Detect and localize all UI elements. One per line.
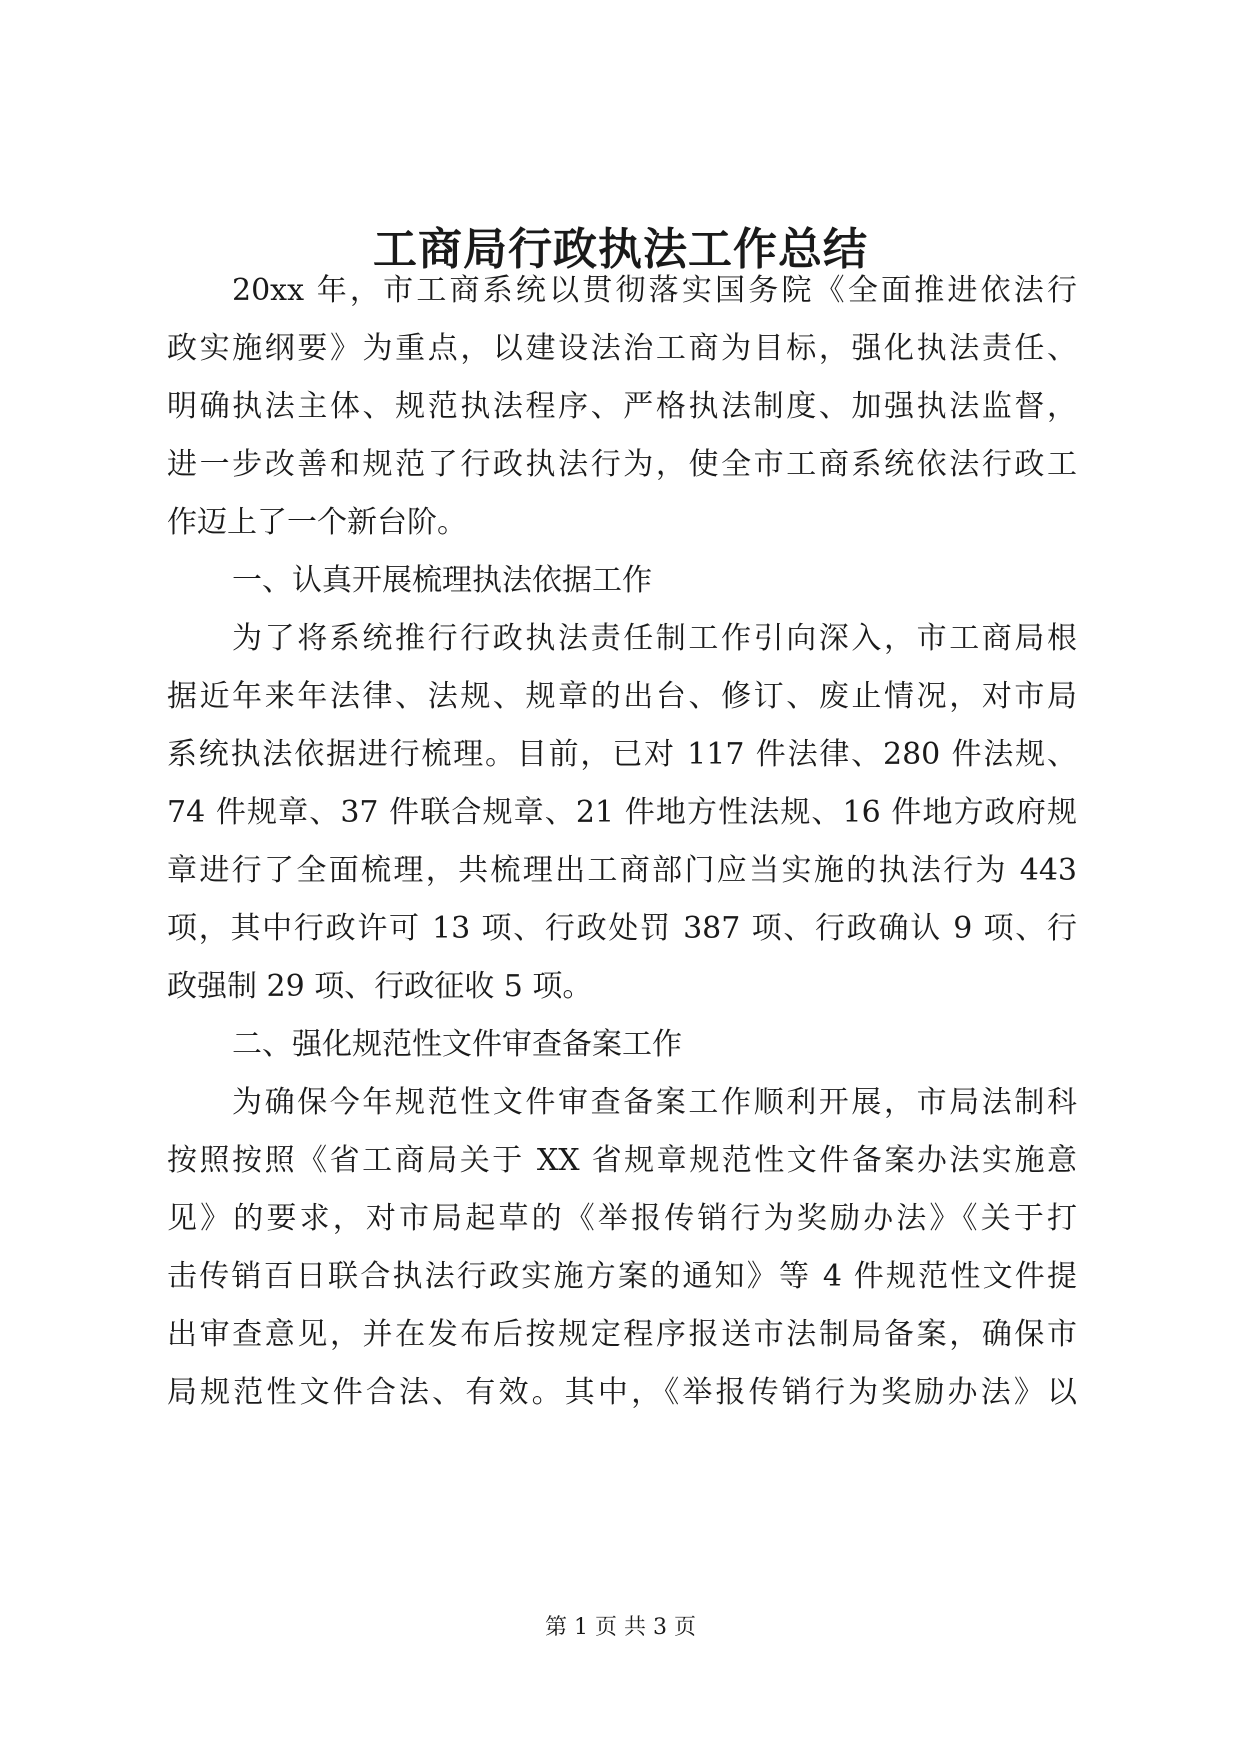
paragraph-line: 项，其中行政许可 13 项、行政处罚 387 项、行政确认 9 项、行 (167, 911, 1077, 946)
paragraph-line: 74 件规章、37 件联合规章、21 件地方性法规、16 件地方政府规 (167, 795, 1077, 830)
paragraph-line: 见》的要求，对市局起草的《举报传销行为奖励办法》《关于打 (167, 1201, 1077, 1236)
paragraph-line: 系统执法依据进行梳理。目前，已对 117 件法律、280 件法规、 (167, 737, 1077, 772)
paragraph-line: 进一步改善和规范了行政执法行为，使全市工商系统依法行政工 (167, 447, 1077, 482)
section-heading-2: 二、强化规范性文件审查备案工作 (232, 1027, 682, 1062)
paragraph-line: 为了将系统推行行政执法责任制工作引向深入，市工商局根 (232, 621, 1077, 656)
paragraph-line: 出审查意见，并在发布后按规定程序报送市法制局备案，确保市 (167, 1317, 1077, 1352)
paragraph-line: 为确保今年规范性文件审查备案工作顺利开展，市局法制科 (232, 1085, 1077, 1120)
paragraph-line: 击传销百日联合执法行政实施方案的通知》等 4 件规范性文件提 (167, 1259, 1077, 1294)
paragraph-line: 明确执法主体、规范执法程序、严格执法制度、加强执法监督， (167, 389, 1077, 424)
paragraph-line: 20xx 年，市工商系统以贯彻落实国务院《全面推进依法行 (232, 273, 1077, 308)
paragraph-line: 章进行了全面梳理，共梳理出工商部门应当实施的执法行为 443 (167, 853, 1077, 888)
document-title: 工商局行政执法工作总结 (373, 224, 868, 275)
paragraph-line: 政强制 29 项、行政征收 5 项。 (167, 969, 593, 1004)
paragraph-line: 按照按照《省工商局关于 XX 省规章规范性文件备案办法实施意 (167, 1143, 1077, 1178)
paragraph-line: 据近年来年法律、法规、规章的出台、修订、废止情况，对市局 (167, 679, 1077, 714)
paragraph-line: 作迈上了一个新台阶。 (167, 505, 467, 540)
page-number-footer: 第 1 页 共 3 页 (545, 1615, 696, 1640)
paragraph-line: 政实施纲要》为重点，以建设法治工商为目标，强化执法责任、 (167, 331, 1077, 366)
section-heading-1: 一、认真开展梳理执法依据工作 (232, 563, 652, 598)
paragraph-line: 局规范性文件合法、有效。其中，《举报传销行为奖励办法》以 (167, 1375, 1077, 1410)
